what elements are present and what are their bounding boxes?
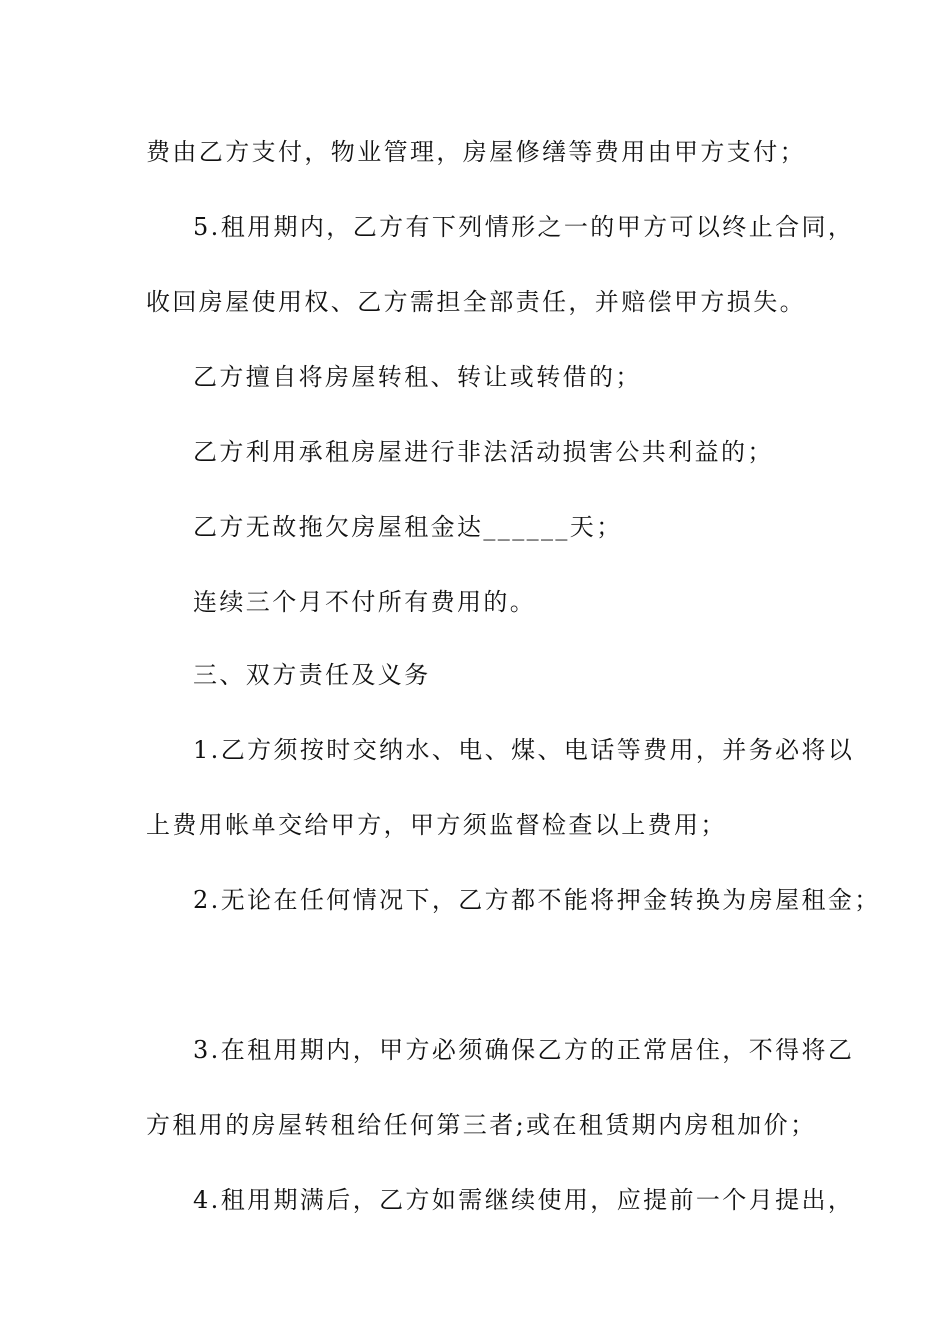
paragraph-line: 费由乙方支付，物业管理，房屋修缮等费用由甲方支付； [146,138,806,166]
duty-3-line-2: 方租用的房屋转租给任何第三者;或在租赁期内房租加价； [146,1111,817,1139]
condition-unpaid-fees: 连续三个月不付所有费用的。 [193,588,537,616]
duty-2-line: 2.无论在任何情况下，乙方都不能将押金转换为房屋租金； [193,886,881,914]
clause-5-line-1: 5.租用期内，乙方有下列情形之一的甲方可以终止合同， [193,213,855,241]
condition-rent-arrears: 乙方无故拖欠房屋租金达______天； [193,513,623,541]
duty-3-line-1: 3.在租用期内，甲方必须确保乙方的正常居住，不得将乙 [193,1036,855,1064]
section-heading: 三、双方责任及义务 [193,661,431,689]
condition-sublet: 乙方擅自将房屋转租、转让或转借的； [193,363,642,391]
duty-1-line-1: 1.乙方须按时交纳水、电、煤、电话等费用，并务必将以 [193,736,855,764]
duty-4-line-1: 4.租用期满后，乙方如需继续使用，应提前一个月提出， [193,1186,855,1214]
clause-5-line-2: 收回房屋使用权、乙方需担全部责任，并赔偿甲方损失。 [146,288,806,316]
duty-1-line-2: 上费用帐单交给甲方，甲方须监督检查以上费用； [146,811,727,839]
condition-illegal-activity: 乙方利用承租房屋进行非法活动损害公共利益的； [193,438,774,466]
